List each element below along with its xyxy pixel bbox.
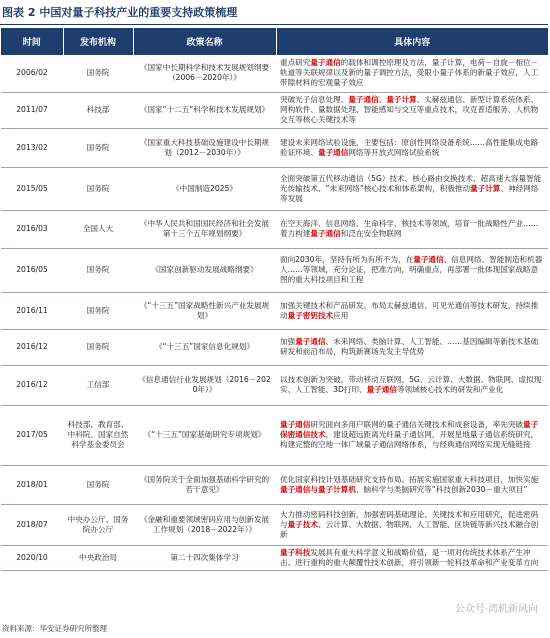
agency-cell: 国务院 — [63, 128, 133, 167]
table-row — [1, 55, 548, 92]
content-text: 、神经网络等发展 — [280, 183, 539, 203]
content-cell — [276, 405, 548, 465]
header-content: 具体内容 — [276, 28, 548, 55]
time-cell: 2018/07 — [1, 504, 63, 545]
policy-cell: 《国务院关于全面加强基础科学研究的若干意见》 — [133, 465, 276, 504]
content-text: 研究面向多用户联网的量子通信关键技术和成套设备，率先突破 — [310, 420, 523, 429]
header-policy: 政策名称 — [133, 28, 276, 55]
content-cell — [276, 292, 548, 329]
highlight-text: 量子通信 — [348, 95, 379, 104]
policy-cell: 《国家中长期科学和技术发展规划纲要（2006－2020年）》 — [133, 55, 276, 92]
highlight-text: 量子保密通信技术 — [280, 420, 539, 439]
agency-cell: 工信部 — [63, 365, 133, 405]
content-text: 应用 — [333, 310, 349, 320]
table-body — [1, 55, 548, 570]
agency-cell: 国务院 — [63, 55, 133, 92]
highlight-text: 量子计算 — [386, 95, 417, 104]
watermark: 公众号·湾机新风向 — [454, 604, 538, 615]
content-text: 的载体和调控原理及方法，量子计算，电荷－自旋－相位－轨道等关联规律以及新的量子调控方法，受限小量子体系的新量子效应，人工带隙材料的宏观量子效应 — [280, 58, 539, 88]
policy-cell: 《国家创新驱动发展战略纲要》 — [133, 248, 276, 292]
time-cell: 2015/05 — [1, 167, 63, 210]
agency-cell: 中央办公厅、国务院办公厅 — [63, 504, 133, 545]
header-agency: 发布机构 — [63, 28, 133, 55]
content-cell — [276, 465, 548, 504]
table-row — [1, 210, 548, 248]
highlight-text: 量子通信 — [310, 229, 341, 238]
time-cell: 2016/11 — [1, 292, 63, 329]
page-title: 图表 2 中国对量子科技产业的重要支持政策梳理 — [2, 6, 238, 19]
highlight-text: 量子通信与量子计算机 — [280, 484, 356, 494]
content-text: 加强 — [280, 337, 296, 346]
time-cell: 2013/02 — [1, 128, 63, 167]
content-text: 等领域核心技术的研发和产业化 — [397, 385, 504, 394]
source-note: 资料来源：华安证券研究所整理 — [2, 624, 107, 633]
highlight-text: 量子通信 — [280, 420, 311, 429]
table-row — [1, 292, 548, 329]
table-row — [1, 504, 548, 545]
content-cell — [276, 329, 548, 365]
content-text: 和泛在安全物联网 — [340, 229, 402, 238]
content-cell — [276, 365, 548, 405]
table-row — [1, 405, 548, 465]
content-cell — [276, 128, 548, 167]
content-text: ，建设超远距离光纤量子通信网，开展星地量子通信系统研究，构建完整的空地一体广域量子通信网络体系，与经典通信网络实现无缝链接 — [280, 430, 539, 449]
time-cell: 2016/12 — [1, 365, 63, 405]
agency-cell: 科技部、教育部、中科院、国家自然科学基金委员会 — [63, 405, 133, 465]
time-cell: 2011/07 — [1, 92, 63, 128]
content-text: 大力推动密码科技创新，加强密码基础理论、关键技术和应用研究，促进密码与 — [280, 509, 539, 529]
table-row — [1, 329, 548, 365]
highlight-text: 量子通信 — [413, 255, 444, 264]
content-text: 优化国家科技计划基础研究支持布局。拓展实施国家重大科技项目，加快实施 — [280, 474, 539, 484]
content-text: 、云计算、大数据、物联网、人工智能、区块链等新兴技术融合创新 — [280, 519, 539, 539]
agency-cell: 国务院 — [63, 292, 133, 329]
policy-cell: 《国家重大科技基础设施建设中长期规划（2012－2030年）》 — [133, 128, 276, 167]
content-text: 全面突破第五代移动通信（5G）技术、核心路由交换技术、超高速大容量智能光传输技术、“未来网络”核心技术和体系架构，积极推动 — [280, 173, 542, 193]
table-row — [1, 248, 548, 292]
content-text: 、脑科学与类脑研究等“科技创新2030－重大项目” — [355, 484, 528, 494]
content-text: 建设未来网络试验设施，主要包括：原创性网络设备系统……高性能集成电路验证环境、 — [280, 137, 539, 157]
agency-cell: 国务院 — [63, 167, 133, 210]
table-row — [1, 92, 548, 128]
time-cell: 2020/10 — [1, 545, 63, 570]
policy-cell: 《国家“十二五”科学和技术发展规划》 — [133, 92, 276, 128]
content-text: 在空天海洋、信息网络、生命科学、核技术等领域，培育一批战略性产业……着力构建 — [280, 219, 539, 238]
table-row — [1, 128, 548, 167]
time-cell: 2006/02 — [1, 55, 63, 92]
content-cell — [276, 210, 548, 248]
content-text: 、 — [378, 95, 387, 104]
table-row — [1, 465, 548, 504]
highlight-text: 量子通信 — [310, 58, 341, 68]
policy-cell: 《“十三五”国家信息化规划》 — [133, 329, 276, 365]
policy-cell: 《金融和重要领域密码应用与创新发展工作规划（2018－2022年）》 — [133, 504, 276, 545]
highlight-text: 量子通信 — [317, 147, 349, 157]
highlight-text: 量子通信 — [295, 337, 326, 346]
content-text: 以技术创新为突破，带动移动互联网、5G、云计算、大数据、物联网、虚拟现实、人工智能、3D打印、 — [280, 375, 542, 394]
content-text: 突破光子信息处理、 — [280, 95, 349, 104]
highlight-text: 量子密钥技术 — [287, 310, 334, 320]
policy-cell: 《中国制造2025》 — [133, 167, 276, 210]
table-row — [1, 167, 548, 210]
table-row — [1, 365, 548, 405]
content-text: 面向2030年，坚持有所为有所不为，在 — [280, 255, 414, 264]
content-text: 、太赫兹通信、新型计算系统体系、网构软件、量数据处理、智能感知与交互等重点技术，攻克普适服务、人机物交互等核心关键技术等 — [280, 95, 539, 124]
time-cell: 2016/12 — [1, 329, 63, 365]
time-cell: 2016/05 — [1, 248, 63, 292]
policy-cell: 《中华人民共和国国民经济和社会发展第十三个五年规划纲要》 — [133, 210, 276, 248]
table-row — [1, 545, 548, 570]
agency-cell: 国务院 — [63, 465, 133, 504]
policy-cell: 《信息通信行业发展规划（2016－2020年）》 — [133, 365, 276, 405]
content-text: 网络等开放式网络试验系统 — [348, 147, 440, 157]
agency-cell: 科技部 — [63, 92, 133, 128]
policy-cell: 第二十四次集体学习 — [133, 545, 276, 570]
content-text: 重点研究 — [280, 58, 311, 68]
policy-cell: 《“十三五”国家战略性新兴产业发展规划》 — [133, 292, 276, 329]
agency-cell: 全国人大 — [63, 210, 133, 248]
header-time: 时间 — [1, 28, 63, 55]
time-cell: 2017/05 — [1, 405, 63, 465]
content-text: 加强关键技术和产品研发。布局太赫兹通信、可见光通信等技术研发，持续推动 — [280, 300, 539, 320]
policy-cell: 《“十三五”国家基础研究专项规划》 — [133, 405, 276, 465]
content-text: 、信息网络、智能制造和机器人……等领域，充分论证，把准方向，明确重点，再部署一批体现国家战略意图的重大科技项目和工程 — [280, 255, 543, 284]
agency-cell: 国务院 — [63, 329, 133, 365]
highlight-text: 量子通信 — [366, 385, 397, 394]
content-cell — [276, 504, 548, 545]
content-cell — [276, 545, 548, 570]
policy-table — [1, 28, 548, 571]
time-cell: 2018/01 — [1, 465, 63, 504]
content-cell — [276, 248, 548, 292]
time-cell: 2016/03 — [1, 210, 63, 248]
content-text: 、未来网络、类脑计算、人工智能、……基因编辑等新技术基础研发和前沿布局，构筑新赛场先发主导优势 — [280, 337, 539, 356]
content-cell — [276, 92, 548, 128]
table-header-row — [1, 28, 548, 55]
agency-cell: 中央政治局 — [63, 545, 133, 570]
title-divider — [0, 24, 548, 25]
content-cell — [276, 167, 548, 210]
highlight-text: 量子计算 — [470, 183, 501, 193]
highlight-text: 量子科技 — [280, 547, 311, 557]
content-text: 发展具有重大科学意义和战略价值，是一项对传统技术体系产生冲击、进行重构的重大颠覆性技术创新，将引领新一轮科技革命和产业变革方向 — [280, 547, 539, 567]
highlight-text: 量子技术 — [287, 519, 318, 529]
content-cell — [276, 55, 548, 92]
agency-cell: 国务院 — [63, 248, 133, 292]
